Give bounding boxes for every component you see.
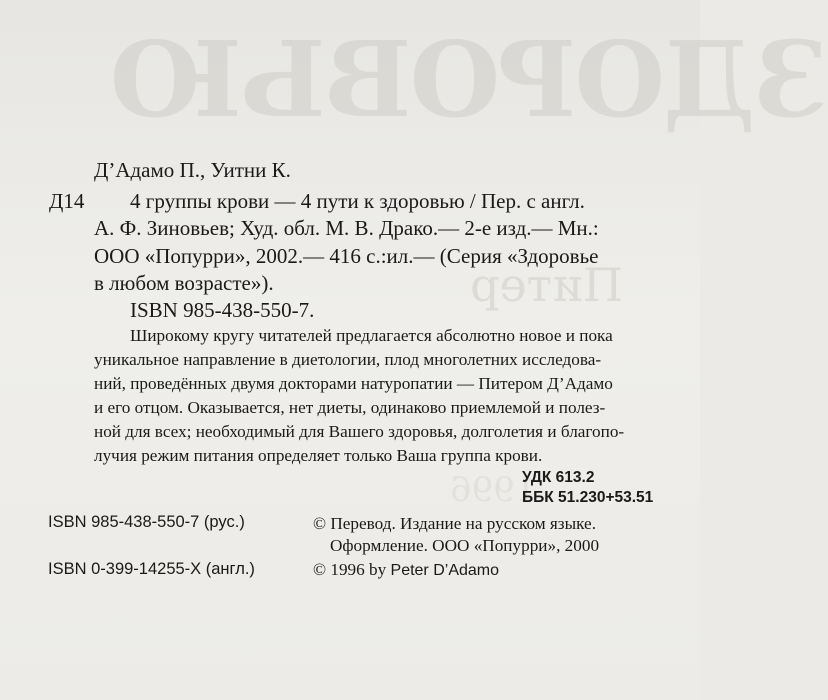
copyright-original-prefix: © 1996 by <box>313 560 387 579</box>
authors-line: Д’Адамо П., Уитни К. <box>94 158 291 182</box>
bbk-code: ББК 51.230+53.51 <box>522 489 654 506</box>
copyright-original <box>313 558 499 583</box>
annotation-line-5: ной для всех; необходимый для Вашего здоровья, долголетия и благопо- <box>94 422 625 441</box>
annotation-line-6: лучия режим питания определяет только Ваша группа крови. <box>94 446 543 465</box>
annotation-line-2: уникальное направление в диетологии, плод многолетних исследова- <box>94 350 602 369</box>
annotation-line-4: и его отцом. Оказывается, нет диеты, одинаково приемлемой и полез- <box>94 398 606 417</box>
title-line: 4 группы крови — 4 пути к здоровью / Пер. с англ. <box>130 189 585 213</box>
isbn-line: ISBN 985-438-550-7. <box>130 298 315 322</box>
copyright-translation-1: © Перевод. Издание на русском языке. <box>313 514 596 533</box>
index-code: Д14 <box>49 189 85 213</box>
annotation-line-3: ний, проведённых двумя докторами натуропатии — Питером Д’Адамо <box>94 374 613 393</box>
isbn-russian: ISBN 985-438-550-7 (рус.) <box>48 513 245 531</box>
copyright-translation-2: Оформление. ООО «Попурри», 2000 <box>330 536 600 555</box>
translator-line: А. Ф. Зиновьев; Худ. обл. М. В. Драко.— 2-е изд.— Мн.: <box>94 216 599 240</box>
annotation-line-1: Широкому кругу читателей предлагается абсолютно новое и пока <box>130 326 613 345</box>
isbn-english: ISBN 0-399-14255-X (англ.) <box>48 560 255 578</box>
udk-code: УДК 613.2 <box>522 469 595 486</box>
show-through-text: Питер <box>470 258 623 312</box>
show-through-title: ЗДОРОВЬЮ <box>110 18 828 141</box>
copyright-original-holder: Peter D’Adamo <box>390 562 500 579</box>
show-through-text-small: 1996 <box>450 470 537 510</box>
series-line: в любом возрасте»). <box>94 271 274 295</box>
publisher-line: ООО «Попурри», 2002.— 416 с.:ил.— (Серия «Здоровье <box>94 244 599 268</box>
